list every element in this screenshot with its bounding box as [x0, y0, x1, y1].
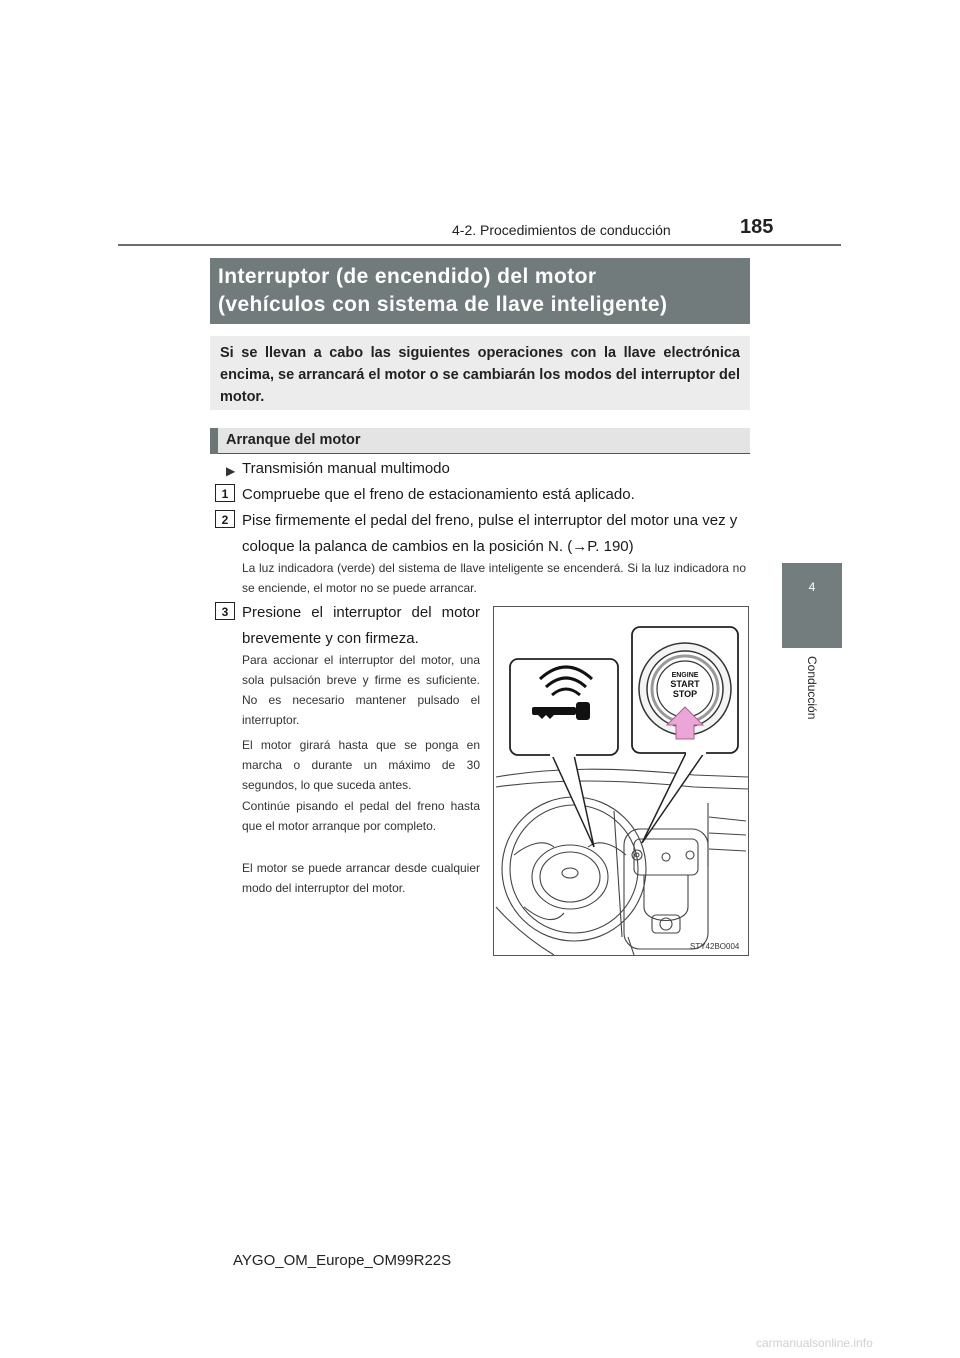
page-number: 185 — [740, 216, 774, 238]
engine-button-callout — [632, 627, 738, 843]
step-number-2: 2 — [215, 510, 235, 528]
step-note-2: La luz indicadora (verde) del sistema de llave inteligente se encenderá. Si la luz indicadora no se enciende, el motor no se puede arrancar. — [242, 561, 746, 595]
figure-code: STY42BO004 — [690, 942, 740, 951]
smart-key-callout — [510, 659, 618, 847]
engine-button-label-1: ENGINE — [671, 672, 699, 679]
section-heading: 4-2. Procedimientos de conducción — [452, 222, 671, 238]
bullet-text: Transmisión manual multimodo — [242, 460, 450, 477]
triangle-bullet-icon: ▶ — [226, 464, 236, 478]
chapter-label-text: Conducción — [805, 656, 819, 720]
step-text-2: Pise firmemente el pedal del freno, pulse el interruptor del motor una vez y coloque la palanca de cambios en la posición N. (→P. 190) — [242, 512, 738, 555]
center-console — [624, 829, 708, 949]
step-number-1: 1 — [215, 484, 235, 502]
page-title-line-2: (vehículos con sistema de llave inteligente) — [218, 293, 668, 316]
chapter-label — [782, 648, 842, 763]
figure-frame — [493, 606, 749, 956]
page-title — [210, 258, 750, 324]
document-id: AYGO_OM_Europe_OM99R22S — [233, 1252, 452, 1269]
page-title-line-1: Interruptor (de encendido) del motor — [218, 265, 597, 288]
step-3-note-2: El motor girará hasta que se ponga en marcha o durante un máximo de 30 segundos, lo que suceda antes. — [242, 738, 480, 792]
step-3-note-3: Continúe pisando el pedal del freno hasta que el motor arranque por completo. — [242, 799, 480, 833]
engine-button-label-3: STOP — [672, 689, 698, 699]
intro-paragraph: Si se llevan a cabo las siguientes operaciones con la llave electrónica encima, se arrancará el motor o se cambiarán los modos del interruptor del motor. — [210, 336, 750, 410]
chapter-tab — [782, 563, 842, 648]
step-number-3: 3 — [215, 602, 235, 620]
chapter-number: 4 — [808, 580, 816, 594]
watermark: carmanualsonline.info — [756, 1336, 873, 1350]
step-3-note-4: El motor se puede arrancar desde cualquier modo del interruptor del motor. — [242, 861, 480, 895]
step-3-note-1: Para accionar el interruptor del motor, una sola pulsación breve y firme es suficiente. No es necesario mantener pulsado el interruptor. — [242, 653, 480, 727]
header-divider — [118, 244, 841, 246]
subsection-heading-bar — [210, 428, 218, 454]
dashboard-illustration — [494, 607, 748, 955]
step-text-3: Presione el interruptor del motor brevemente y con firmeza. — [242, 604, 480, 647]
engine-button-label-2: START — [670, 679, 700, 689]
step-text-1: Compruebe que el freno de estacionamiento está aplicado. — [242, 486, 635, 503]
subsection-heading: Arranque del motor — [226, 432, 361, 448]
